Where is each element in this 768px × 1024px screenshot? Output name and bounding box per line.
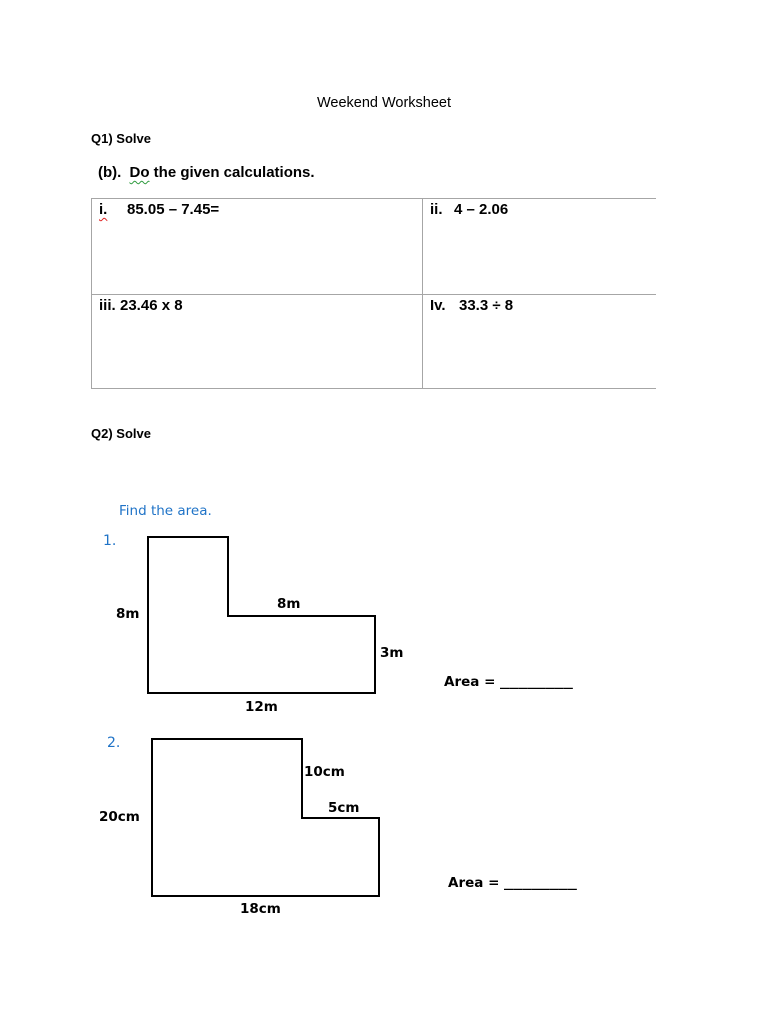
problem-2-step-label: 5cm <box>328 800 360 816</box>
instruction-text: the given calculations. <box>153 164 315 181</box>
find-area-prompt: Find the area. <box>119 503 212 519</box>
q2-heading: Q2) Solve <box>91 426 151 441</box>
q1-heading: Q1) Solve <box>91 131 151 146</box>
q1-instruction <box>98 164 315 182</box>
table-cell-2 <box>422 198 656 294</box>
instruction-part-label: (b). <box>98 164 122 181</box>
item-marker: Iv. <box>430 297 446 314</box>
problem-2-inner-vertical-label: 10cm <box>304 764 345 780</box>
answer-blank: ________ <box>504 875 577 891</box>
l-shape-2 <box>152 739 379 896</box>
problem-1-answer <box>444 674 573 690</box>
worksheet-title: Weekend Worksheet <box>316 95 452 111</box>
item-expression: 4 – 2.06 <box>454 201 509 218</box>
problem-1-right-side-label: 3m <box>380 645 404 661</box>
problem-2-number: 2. <box>107 735 121 751</box>
table-cell-3 <box>91 294 422 388</box>
answer-label: Area = <box>448 875 500 891</box>
problem-1-bottom-label: 12m <box>245 699 278 715</box>
item-expression: 23.46 x 8 <box>120 297 183 314</box>
problem-1-step-label: 8m <box>277 596 301 612</box>
l-shape-1 <box>148 537 375 693</box>
answer-blank: ________ <box>500 674 573 690</box>
instruction-keyword: Do <box>129 164 150 181</box>
table-cell-1 <box>91 198 422 294</box>
item-marker: ii. <box>430 201 443 218</box>
item-expression: 85.05 – 7.45= <box>127 201 220 218</box>
answer-label: Area = <box>444 674 496 690</box>
problem-2-bottom-label: 18cm <box>240 901 281 917</box>
item-marker: iii. <box>99 297 116 314</box>
problem-1-number: 1. <box>103 533 117 549</box>
item-expression: 33.3 ÷ 8 <box>459 297 514 314</box>
item-marker: i. <box>99 201 108 218</box>
problem-1-left-side-label: 8m <box>116 606 140 622</box>
problem-2-answer <box>448 875 577 891</box>
problem-2-left-side-label: 20cm <box>99 809 140 825</box>
table-cell-4 <box>422 294 656 388</box>
calculation-table <box>91 198 656 389</box>
table-border-bottom <box>91 388 656 389</box>
